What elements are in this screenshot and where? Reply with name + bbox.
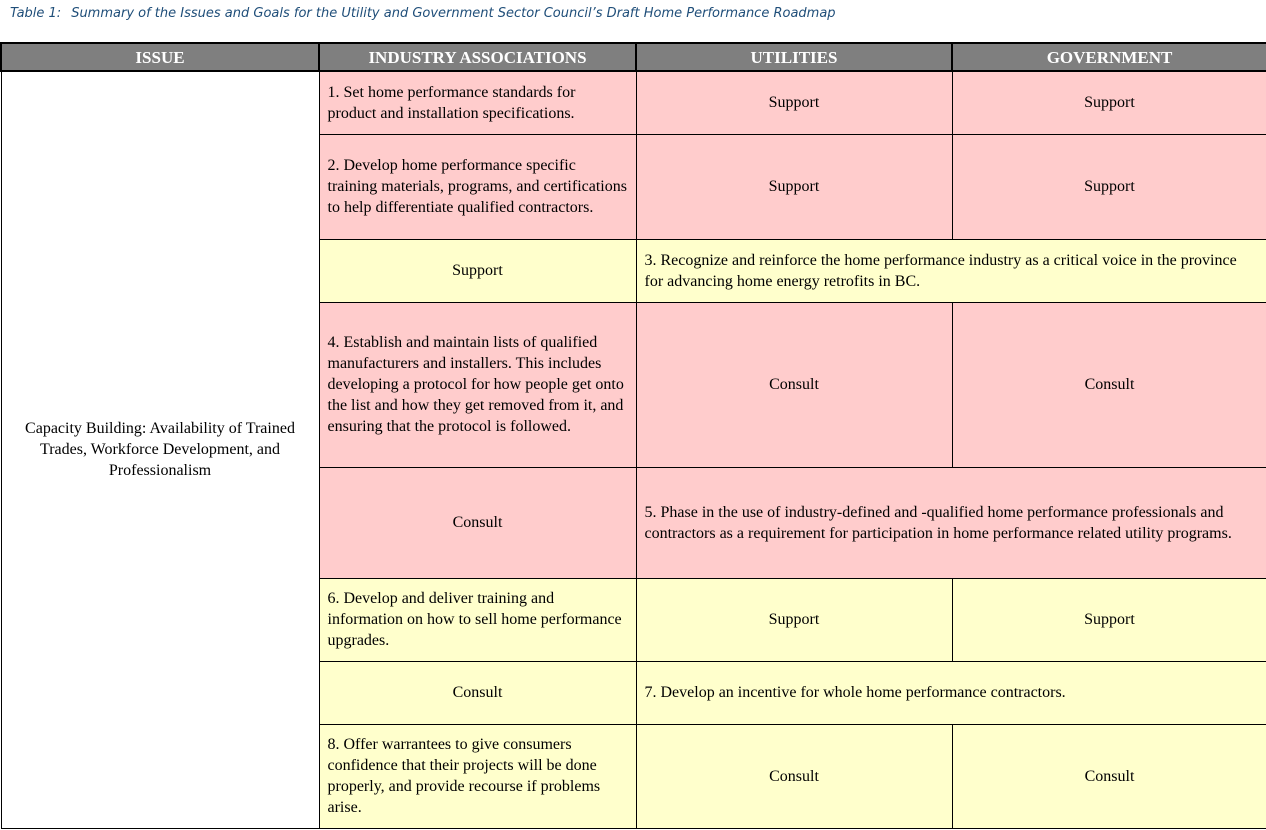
industry-cell: Consult bbox=[319, 467, 636, 578]
industry-cell: 2. Develop home performance specific training materials, programs, and certifications to help differentiate qualified contractors. bbox=[319, 134, 636, 239]
utilities-cell: Consult bbox=[636, 302, 952, 467]
table-number: Table 1: bbox=[10, 6, 62, 21]
utilities-cell: Support bbox=[636, 578, 952, 661]
header-issue: ISSUE bbox=[1, 43, 319, 71]
header-industry-associations: INDUSTRY ASSOCIATIONS bbox=[319, 43, 636, 71]
header-utilities: UTILITIES bbox=[636, 43, 952, 71]
government-cell: Support bbox=[952, 134, 1266, 239]
government-cell: Support bbox=[952, 578, 1266, 661]
table-title: Summary of the Issues and Goals for the Utility and Government Sector Council’s Draft Home Performance Roadmap bbox=[71, 6, 836, 21]
shared-goal-cell: 3. Recognize and reinforce the home performance industry as a critical voice in the province for advancing home energy retrofits in BC. bbox=[636, 239, 1266, 302]
header-government: GOVERNMENT bbox=[952, 43, 1266, 71]
industry-cell: Support bbox=[319, 239, 636, 302]
government-cell: Consult bbox=[952, 724, 1266, 828]
government-cell: Support bbox=[952, 71, 1266, 134]
utilities-cell: Consult bbox=[636, 724, 952, 828]
issue-cell: Capacity Building: Availability of Trained Trades, Workforce Development, and Professionalism bbox=[1, 71, 319, 828]
industry-cell: Consult bbox=[319, 661, 636, 724]
header-row bbox=[1, 43, 1266, 71]
government-cell: Consult bbox=[952, 302, 1266, 467]
industry-cell: 6. Develop and deliver training and information on how to sell home performance upgrades. bbox=[319, 578, 636, 661]
table-caption bbox=[10, 6, 836, 21]
industry-cell: 8. Offer warrantees to give consumers confidence that their projects will be done properly, and provide recourse if problems arise. bbox=[319, 724, 636, 828]
table-row bbox=[1, 71, 1266, 134]
roadmap-table bbox=[0, 42, 1266, 829]
shared-goal-cell: 5. Phase in the use of industry-defined and -qualified home performance professionals and contractors as a requirement for participation in home performance related utility programs. bbox=[636, 467, 1266, 578]
utilities-cell: Support bbox=[636, 71, 952, 134]
utilities-cell: Support bbox=[636, 134, 952, 239]
industry-cell: 4. Establish and maintain lists of qualified manufacturers and installers. This includes developing a protocol for how people get onto the list and how they get removed from it, and ensuring that the protocol is followed. bbox=[319, 302, 636, 467]
shared-goal-cell: 7. Develop an incentive for whole home performance contractors. bbox=[636, 661, 1266, 724]
industry-cell: 1. Set home performance standards for product and installation specifications. bbox=[319, 71, 636, 134]
